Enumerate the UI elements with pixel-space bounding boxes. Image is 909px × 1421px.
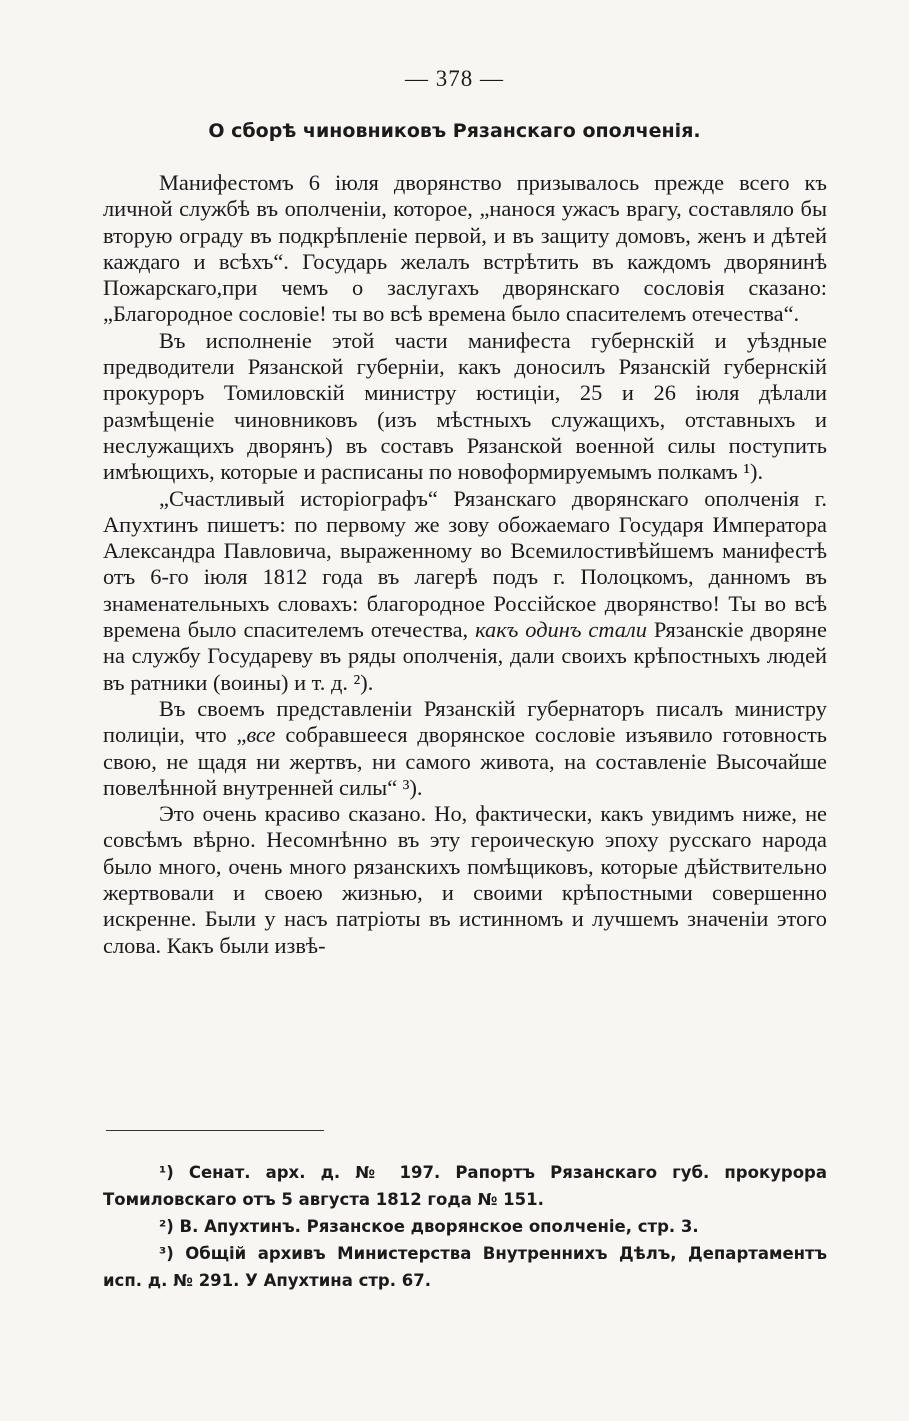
body-text — [103, 170, 827, 959]
section-title: О сборѣ чиновниковъ Рязанскаго ополченія. — [208, 120, 701, 142]
paragraph — [103, 486, 827, 696]
paragraph-text: Въ своемъ представленіи Рязанскій губернаторъ писалъ министру полиціи, что „ — [103, 695, 827, 748]
paragraph — [103, 328, 827, 486]
page-number: — 378 — — [405, 66, 504, 91]
paragraph-text: собравшееся дворянское сословіе изъявило готовность свою, не щадя ни жертвъ, ни самого живота, на составленіе Высочайше повелѣнной внутренней силы“ ³). — [103, 722, 827, 800]
emphasized-text: все — [246, 722, 276, 748]
paragraph-text: Въ исполненіе этой части манифеста губернскій и уѣздные предводители Рязанской губерніи, какъ доносилъ Рязанскій губернскій прокуроръ Томиловскій министру юстиціи, 25 и 26 іюля дѣлали размѣщеніе чиновниковъ (изъ мѣстныхъ служащихъ, отставныхъ и неслужащихъ дворянъ) въ составъ Рязанской военной силы поступить имѣющихъ, которые и расписаны по новоформируемымъ полкамъ ¹). — [103, 327, 827, 485]
paragraph — [103, 696, 827, 801]
paragraph-text: Манифестомъ 6 іюля дворянство призывалось прежде всего къ личной службѣ въ ополченіи, которое, „нанося ужасъ врагу, составляло бы вторую ограду въ подкрѣпленіе первой, и въ защиту домовъ, женъ и дѣтей каждаго и всѣхъ“. Государь желалъ встрѣтить въ каждомъ дворянинѣ Пожарскаго,при чемъ о заслугахъ дворянскаго сословія сказано: „Благородное сословіе! ты во всѣ времена было спасителемъ отечества“. — [103, 170, 827, 327]
paragraph-text: Это очень красиво сказано. Но, фактически, какъ увидимъ ниже, не совсѣмъ вѣрно. Несомнѣнно въ эту героическую эпоху русскаго народа было много, очень много рязанскихъ помѣщиковъ, которые дѣйствительно жертвовали и своею жизнью, и своими крѣпостными совершенно искренне. Были у насъ патріоты въ истинномъ и лучшемъ значеніи этого слова. Какъ были извѣ- — [103, 801, 827, 958]
paragraph — [103, 801, 827, 959]
paragraph-text: Рязанскіе дворяне на службу Государеву въ ряды ополченія, дали своихъ крѣпостныхъ людей въ ратники (воины) и т. д. ²). — [103, 617, 827, 695]
footnote: ³) Общій архивъ Министерства Внутреннихъ Дѣлъ, Департаментъ исп. д. № 291. У Апухтина стр. 67. — [103, 1244, 827, 1290]
footnotes — [103, 1159, 827, 1294]
footnote: ¹) Сенат. арх. д. № 197. Рапортъ Рязанскаго губ. прокурора Томиловскаго отъ 5 августа 1812 года № 151. — [103, 1163, 827, 1209]
emphasized-text: какъ одинъ стали — [475, 617, 647, 643]
footnote: ²) В. Апухтинъ. Рязанское дворянское ополченіе, стр. 3. — [159, 1217, 699, 1236]
footnote-divider — [106, 1130, 324, 1131]
paragraph-text: „Счастливый исторіографъ“ Рязанскаго дворянскаго ополченія г. Апухтинъ пишетъ: по первому же зову обожаемаго Государя Императора Александра Павловича, выраженному во Всемилостивѣйшемъ манифестѣ отъ 6-го іюля 1812 года въ лагерѣ подъ г. Полоцкомъ, данномъ въ знаменательныхъ словахъ: благородное Россійское дворянство! Ты во всѣ времена было спасителемъ отечества, — [103, 485, 827, 643]
paragraph — [103, 170, 827, 328]
